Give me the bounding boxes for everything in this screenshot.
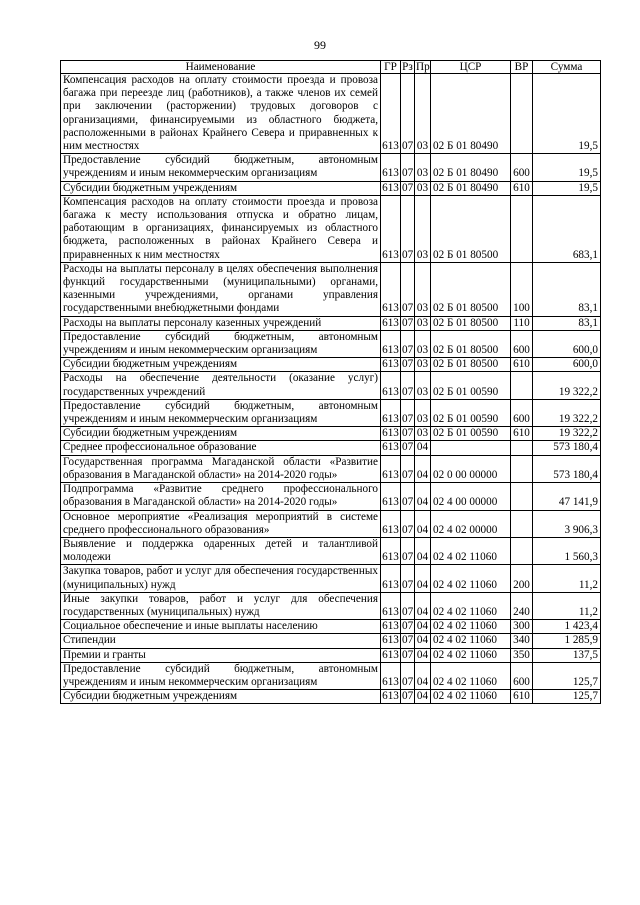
- table-row: [61, 690, 601, 704]
- table-row: [61, 620, 601, 634]
- row-gr: 613: [382, 316, 399, 329]
- row-vr: 300: [511, 620, 533, 634]
- row-pr: 03: [415, 358, 431, 372]
- row-sum: 19 322,2: [533, 399, 601, 426]
- row-pr: 04: [415, 634, 431, 648]
- table-row: [61, 565, 601, 592]
- row-csr: 02 4 02 11060: [431, 537, 511, 564]
- row-pr: 04: [415, 662, 431, 689]
- row-pr: 03: [415, 372, 431, 399]
- row-name: Компенсация расходов на оплату стоимости проезда и провоза багажа к месту использования отпуска и обратно лицам, работающим в организациях, финансируемых из областного бюджета, расположенных в районах Крайнего Севера и приравненных к ним местностях: [61, 195, 381, 262]
- table-row: [61, 510, 601, 537]
- row-gr: 613: [381, 154, 401, 181]
- table-row: [61, 181, 601, 195]
- row-sum: 83,1: [533, 316, 601, 330]
- table-row: [61, 372, 601, 399]
- table-row: [61, 330, 601, 357]
- row-sum: 573 180,4: [533, 441, 601, 455]
- row-rz: 07: [402, 427, 414, 440]
- row-rz: 07: [401, 510, 415, 537]
- row-sum: 683,1: [533, 195, 601, 262]
- row-name: Субсидии бюджетным учреждениям: [61, 427, 381, 441]
- table-row: [61, 262, 601, 316]
- row-gr: 613: [381, 399, 401, 426]
- row-gr: 613: [382, 358, 399, 371]
- row-rz: 07: [401, 537, 415, 564]
- row-rz: 07: [401, 399, 415, 426]
- row-gr: 613: [381, 483, 401, 510]
- row-csr: 02 4 02 11060: [431, 662, 511, 689]
- row-vr: [511, 74, 533, 154]
- row-pr: 04: [415, 510, 431, 537]
- row-sum: 83,1: [533, 262, 601, 316]
- row-sum: 19,5: [533, 74, 601, 154]
- row-name: Компенсация расходов на оплату стоимости проезда и провоза багажа при переезде лиц (работников), а также членов их семей при заключении (расторжении) трудовых договоров с организациями, финансируемыми из областного бюджета, расположенными в районах Крайнего Севера и приравненных к ним местностях: [61, 74, 381, 154]
- row-rz: 07: [401, 154, 415, 181]
- row-name: Субсидии бюджетным учреждениям: [61, 690, 381, 704]
- row-vr: 600: [511, 330, 533, 357]
- row-gr: 613: [382, 648, 399, 661]
- row-csr: 02 Б 01 80500: [431, 330, 511, 357]
- row-gr: 613: [381, 592, 401, 619]
- row-csr: 02 4 02 11060: [431, 592, 511, 619]
- row-vr: 350: [511, 648, 533, 662]
- header-vr: ВР: [511, 61, 533, 74]
- row-gr: 613: [381, 74, 401, 154]
- row-name: Закупка товаров, работ и услуг для обеспечения государственных (муниципальных) нужд: [61, 565, 381, 592]
- table-row: [61, 537, 601, 564]
- row-sum: 125,7: [533, 690, 601, 704]
- row-vr: 100: [511, 262, 533, 316]
- row-name: Премии и гранты: [61, 648, 381, 662]
- row-name: Расходы на выплаты персоналу казенных учреждений: [61, 316, 381, 330]
- table-row: [61, 662, 601, 689]
- row-csr: [431, 441, 511, 455]
- header-sum: Сумма: [533, 61, 601, 74]
- page-number: 99: [314, 38, 326, 52]
- row-sum: 11,2: [533, 592, 601, 619]
- row-rz: 07: [402, 648, 414, 661]
- row-csr: 02 4 02 00000: [431, 510, 511, 537]
- row-csr: 02 Б 01 80500: [431, 358, 511, 372]
- row-pr: 03: [415, 74, 431, 154]
- row-csr: 02 Б 01 80490: [431, 74, 511, 154]
- row-gr: 613: [381, 565, 401, 592]
- header-gr: ГР: [381, 61, 401, 74]
- row-pr: 04: [415, 441, 431, 455]
- header-csr: ЦСР: [431, 61, 511, 74]
- row-sum: 1 423,4: [533, 620, 601, 634]
- row-sum: 19 322,2: [533, 372, 601, 399]
- row-vr: [511, 195, 533, 262]
- row-sum: 1 285,9: [533, 634, 601, 648]
- row-name: Государственная программа Магаданской области «Развитие образования в Магаданской области» на 2014-2020 годы»: [61, 455, 381, 482]
- row-gr: 613: [381, 537, 401, 564]
- row-rz: 07: [402, 620, 414, 633]
- row-name: Социальное обеспечение и иные выплаты населению: [61, 620, 381, 634]
- row-gr: 613: [382, 441, 399, 454]
- table-row: [61, 455, 601, 482]
- row-name: Предоставление субсидий бюджетным, автономным учреждениям и иным некоммерческим организациям: [61, 330, 381, 357]
- row-gr: 613: [382, 634, 399, 647]
- row-pr: 04: [415, 690, 431, 704]
- row-name: Расходы на выплаты персоналу в целях обеспечения выполнения функций государственными (муниципальными) органами, казенными учреждениями, органами управления государственными внебюджетными фондами: [61, 262, 381, 316]
- row-csr: 02 0 00 00000: [431, 455, 511, 482]
- row-rz: 07: [402, 441, 414, 454]
- table-row: [61, 195, 601, 262]
- table-row: [61, 74, 601, 154]
- row-name: Стипендии: [61, 634, 381, 648]
- row-vr: 200: [511, 565, 533, 592]
- row-pr: 03: [415, 316, 431, 330]
- row-csr: 02 Б 01 80490: [431, 181, 511, 195]
- row-csr: 02 4 02 11060: [431, 690, 511, 704]
- row-gr: 613: [382, 181, 399, 194]
- row-rz: 07: [402, 634, 414, 647]
- row-gr: 613: [381, 195, 401, 262]
- row-vr: 340: [511, 634, 533, 648]
- table-row: [61, 634, 601, 648]
- row-sum: 11,2: [533, 565, 601, 592]
- row-csr: 02 4 02 11060: [431, 634, 511, 648]
- row-rz: 07: [402, 690, 414, 703]
- row-sum: 1 560,3: [533, 537, 601, 564]
- row-vr: [511, 510, 533, 537]
- row-name: Среднее профессиональное образование: [61, 441, 381, 455]
- row-vr: [511, 537, 533, 564]
- table-row: [61, 399, 601, 426]
- row-pr: 03: [415, 195, 431, 262]
- row-gr: 613: [381, 262, 401, 316]
- row-sum: 573 180,4: [533, 455, 601, 482]
- row-pr: 03: [415, 154, 431, 181]
- table-row: [61, 441, 601, 455]
- row-rz: 07: [401, 455, 415, 482]
- row-csr: 02 4 02 11060: [431, 620, 511, 634]
- row-pr: 03: [415, 399, 431, 426]
- row-vr: 600: [511, 399, 533, 426]
- row-rz: 07: [401, 195, 415, 262]
- row-gr: 613: [382, 690, 399, 703]
- row-name: Основное мероприятие «Реализация мероприятий в системе среднего профессионального образования»: [61, 510, 381, 537]
- row-csr: 02 Б 01 80500: [431, 195, 511, 262]
- row-pr: 03: [415, 427, 431, 441]
- row-csr: 02 Б 01 80500: [431, 316, 511, 330]
- table-body: [61, 74, 601, 704]
- row-name: Предоставление субсидий бюджетным, автономным учреждениям и иным некоммерческим организациям: [61, 399, 381, 426]
- row-csr: 02 4 02 11060: [431, 648, 511, 662]
- row-vr: [511, 441, 533, 455]
- row-csr: 02 4 02 11060: [431, 565, 511, 592]
- row-pr: 04: [415, 592, 431, 619]
- row-rz: 07: [401, 483, 415, 510]
- row-rz: 07: [402, 316, 414, 329]
- row-rz: 07: [401, 74, 415, 154]
- row-vr: [511, 483, 533, 510]
- header-rz: Рз: [402, 61, 413, 73]
- row-pr: 04: [415, 620, 431, 634]
- row-pr: 03: [415, 330, 431, 357]
- row-name: Субсидии бюджетным учреждениям: [61, 358, 381, 372]
- table-header-row: [61, 61, 601, 74]
- row-pr: 04: [415, 537, 431, 564]
- row-vr: 610: [511, 181, 533, 195]
- budget-table: [60, 60, 601, 704]
- row-vr: 600: [511, 662, 533, 689]
- row-sum: 125,7: [533, 662, 601, 689]
- row-csr: 02 Б 01 80500: [431, 262, 511, 316]
- row-name: Субсидии бюджетным учреждениям: [61, 181, 381, 195]
- row-name: Предоставление субсидий бюджетным, автономным учреждениям и иным некоммерческим организациям: [61, 154, 381, 181]
- row-vr: 240: [511, 592, 533, 619]
- row-rz: 07: [401, 262, 415, 316]
- row-sum: 19 322,2: [533, 427, 601, 441]
- table-row: [61, 154, 601, 181]
- row-gr: 613: [381, 662, 401, 689]
- row-vr: 610: [511, 427, 533, 441]
- row-pr: 04: [415, 648, 431, 662]
- table-row: [61, 427, 601, 441]
- row-pr: 04: [415, 455, 431, 482]
- table-row: [61, 483, 601, 510]
- row-gr: 613: [381, 455, 401, 482]
- row-csr: 02 Б 01 80490: [431, 154, 511, 181]
- header-pr: Пр: [416, 61, 430, 73]
- row-vr: 610: [511, 690, 533, 704]
- row-name: Выявление и поддержка одаренных детей и талантливой молодежи: [61, 537, 381, 564]
- row-gr: 613: [381, 372, 401, 399]
- row-sum: 3 906,3: [533, 510, 601, 537]
- row-vr: 110: [511, 316, 533, 330]
- row-rz: 07: [402, 181, 414, 194]
- row-gr: 613: [381, 330, 401, 357]
- row-sum: 600,0: [533, 358, 601, 372]
- row-name: Предоставление субсидий бюджетным, автономным учреждениям и иным некоммерческим организациям: [61, 662, 381, 689]
- row-sum: 137,5: [533, 648, 601, 662]
- row-csr: 02 Б 01 00590: [431, 372, 511, 399]
- row-rz: 07: [401, 330, 415, 357]
- row-csr: 02 Б 01 00590: [431, 427, 511, 441]
- row-csr: 02 Б 01 00590: [431, 399, 511, 426]
- row-vr: [511, 372, 533, 399]
- table-row: [61, 358, 601, 372]
- table-row: [61, 648, 601, 662]
- row-rz: 07: [401, 662, 415, 689]
- row-gr: 613: [382, 620, 399, 633]
- table-row: [61, 316, 601, 330]
- header-name: Наименование: [61, 61, 381, 74]
- table-row: [61, 592, 601, 619]
- row-sum: 19,5: [533, 154, 601, 181]
- row-vr: 610: [511, 358, 533, 372]
- row-csr: 02 4 00 00000: [431, 483, 511, 510]
- row-name: Расходы на обеспечение деятельности (оказание услуг) государственных учреждений: [61, 372, 381, 399]
- row-rz: 07: [402, 358, 414, 371]
- row-gr: 613: [381, 510, 401, 537]
- row-name: Иные закупки товаров, работ и услуг для обеспечения государственных (муниципальных) нужд: [61, 592, 381, 619]
- row-sum: 19,5: [533, 181, 601, 195]
- row-vr: [511, 455, 533, 482]
- row-gr: 613: [382, 427, 399, 440]
- row-pr: 04: [415, 565, 431, 592]
- row-pr: 03: [415, 181, 431, 195]
- row-rz: 07: [401, 372, 415, 399]
- row-name: Подпрограмма «Развитие среднего профессионального образования в Магаданской области» на 2014-2020 годы»: [61, 483, 381, 510]
- row-pr: 04: [415, 483, 431, 510]
- row-sum: 600,0: [533, 330, 601, 357]
- row-sum: 47 141,9: [533, 483, 601, 510]
- row-rz: 07: [401, 592, 415, 619]
- row-pr: 03: [415, 262, 431, 316]
- row-vr: 600: [511, 154, 533, 181]
- row-rz: 07: [401, 565, 415, 592]
